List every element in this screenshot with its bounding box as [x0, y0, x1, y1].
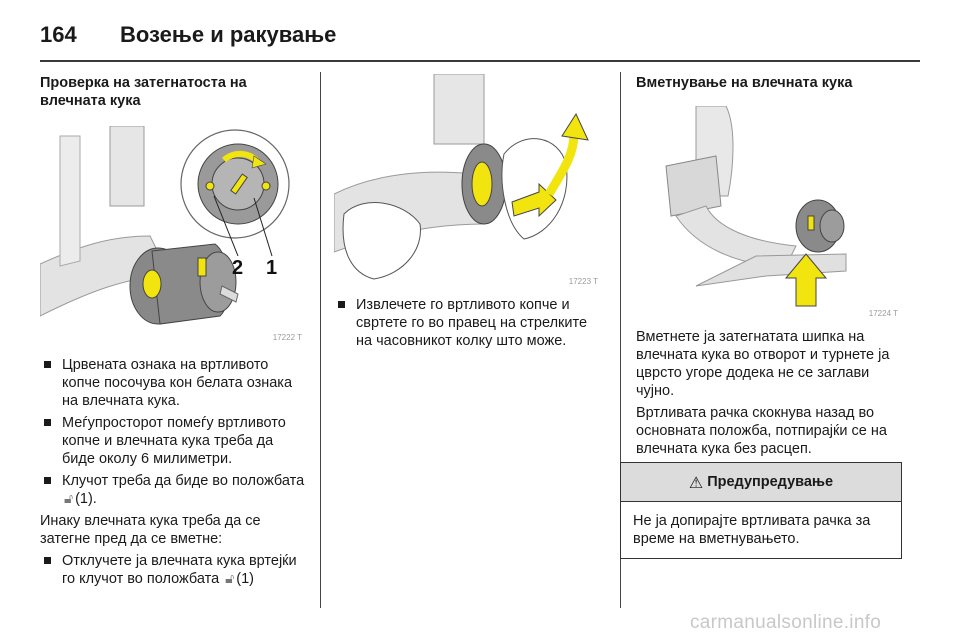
figure-id: 17222 T [272, 333, 302, 342]
warning-text: Не ја допирајте вртливата рачка за време на вметнувањето. [633, 513, 871, 547]
section-heading-check: Проверка на затегнатоста на влечната кука [40, 75, 247, 109]
figure-id: 17223 T [568, 277, 598, 286]
warning-box [620, 462, 902, 559]
column-3 [636, 74, 902, 462]
page-number: 164 [40, 22, 77, 47]
page-header [40, 16, 920, 56]
pull-knob-illustration [334, 74, 602, 288]
list-item-text: (1) [236, 571, 254, 587]
warning-triangle-icon: ⚠ [688, 472, 704, 492]
figure-id: 17224 T [868, 309, 898, 318]
list-item: Црвената ознака на вртливото копче посочува кон белата ознака на влечната кука. [40, 356, 306, 410]
open-lock-icon: 🔓︎ [225, 571, 235, 587]
figure-pull-knob [334, 74, 602, 288]
list-item-text: Отклучете ја влечната кука вртејќи го клучот во положбата [62, 553, 297, 587]
list-item [40, 472, 306, 508]
figure-hitch-check [40, 126, 306, 344]
header-rule [40, 60, 920, 62]
section-heading-insert: Вметнување на влечната кука [636, 75, 853, 91]
paragraph: Инаку влечната кука треба да се затегне пред да се вметне: [40, 513, 261, 547]
watermark: carmanualsonline.info [690, 612, 882, 633]
callout-2: 2 [232, 257, 244, 279]
paragraph: Вметнете ја затегнатата шипка на влечната кука во отворот и турнете ја цврсто угоре додека не се заглави чујно. [636, 329, 890, 399]
column-1 [40, 74, 306, 592]
open-lock-icon: 🔓︎ [64, 491, 74, 507]
hitch-check-illustration [40, 126, 306, 344]
warning-header [621, 463, 901, 502]
column-2 [334, 74, 606, 354]
callout-1: 1 [266, 257, 278, 279]
column-divider-1 [320, 72, 321, 608]
list-item-text: (1). [75, 491, 97, 507]
pull-bullets [334, 296, 606, 350]
paragraph: Вртливата рачка скокнува назад во основната положба, потпирајќи се на влечната кука без расцеп. [636, 405, 887, 457]
check-bullets [40, 356, 306, 508]
figure-insert-hitch [636, 106, 902, 320]
page-title: Возење и ракување [120, 22, 337, 47]
unlock-bullets [40, 552, 306, 588]
list-item [40, 552, 306, 588]
list-item: Меѓупросторот помеѓу вртливото копче и влечната кука треба да биде околу 6 милиметри. [40, 414, 306, 468]
warning-title: Предупредување [707, 474, 834, 490]
insert-hitch-illustration [636, 106, 902, 320]
list-item: Извлечете го вртливото копче и свртете го во правец на стрелките на часовникот колку што може. [334, 296, 606, 350]
list-item-text: Клучот треба да биде во положбата [62, 473, 305, 489]
